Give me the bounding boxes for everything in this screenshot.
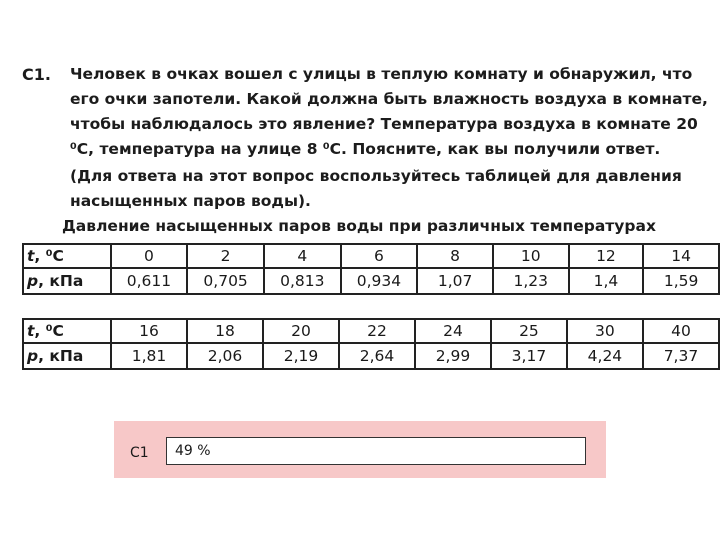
temperature-cell: 30 [567, 319, 643, 343]
problem-hint: (Для ответа на этот вопрос воспользуйтесь таблицей для давления насыщенных паров воды). [70, 167, 682, 210]
pressure-cell: 1,07 [417, 268, 493, 294]
temperature-cell: 0 [111, 244, 188, 268]
pressure-cell: 1,59 [643, 268, 719, 294]
pressure-cell: 0,813 [264, 268, 341, 294]
temperature-row [23, 244, 719, 268]
t-symbol: t [27, 322, 35, 340]
pressure-cell: 0,934 [341, 268, 418, 294]
pressure-cell: 1,81 [111, 343, 187, 369]
pressure-cell: 0,611 [111, 268, 188, 294]
temperature-cell: 10 [493, 244, 569, 268]
pressure-row [23, 268, 719, 294]
p-symbol: p [27, 272, 39, 290]
t-symbol: t [27, 247, 35, 265]
temperature-row-header [23, 319, 111, 343]
pressure-cell: 2,06 [187, 343, 263, 369]
pressure-cell: 2,64 [339, 343, 415, 369]
temperature-cell: 12 [569, 244, 644, 268]
problem-text: Человек в очках вошел с улицы в теплую комнату и обнаружил, что его очки запотели. Какой должна быть влажность воздуха в комнате, чтобы наблюдалось это явление? Температура воздуха в комнате 20 ⁰С, температура на улице 8 ⁰С. Поясните, как вы получили ответ. [70, 65, 708, 158]
answer-field[interactable]: 49 % [166, 437, 586, 465]
temperature-cell: 18 [187, 319, 263, 343]
temperature-cell: 16 [111, 319, 187, 343]
temperature-cell: 2 [187, 244, 264, 268]
temperature-cell: 8 [417, 244, 493, 268]
temperature-cell: 40 [643, 319, 719, 343]
temperature-cell: 22 [339, 319, 415, 343]
temperature-row-header [23, 244, 111, 268]
pressure-cell: 4,24 [567, 343, 643, 369]
table-caption: Давление насыщенных паров воды при различных температурах [62, 217, 656, 235]
pressure-cell: 7,37 [643, 343, 719, 369]
pressure-cell: 2,19 [263, 343, 339, 369]
problem-statement [22, 62, 712, 214]
t-unit: , ⁰С [34, 322, 64, 340]
temperature-cell: 20 [263, 319, 339, 343]
temperature-cell: 25 [491, 319, 567, 343]
answer-label: С1 [130, 445, 149, 461]
pressure-row-header [23, 268, 111, 294]
pressure-cell: 1,4 [569, 268, 644, 294]
t-unit: , ⁰С [34, 247, 64, 265]
pressure-cell: 2,99 [415, 343, 491, 369]
temperature-cell: 14 [643, 244, 719, 268]
temperature-cell: 4 [264, 244, 341, 268]
pressure-cell: 3,17 [491, 343, 567, 369]
pressure-row-header [23, 343, 111, 369]
pressure-cell: 0,705 [187, 268, 264, 294]
p-unit: , кПа [38, 272, 84, 290]
temperature-row [23, 319, 719, 343]
pressure-cell: 1,23 [493, 268, 569, 294]
p-unit: , кПа [38, 347, 84, 365]
pressure-row [23, 343, 719, 369]
temperature-cell: 24 [415, 319, 491, 343]
problem-number: С1. [22, 65, 51, 84]
pressure-table-1 [22, 243, 720, 295]
pressure-table-2 [22, 318, 720, 370]
p-symbol: p [27, 347, 39, 365]
temperature-cell: 6 [341, 244, 418, 268]
